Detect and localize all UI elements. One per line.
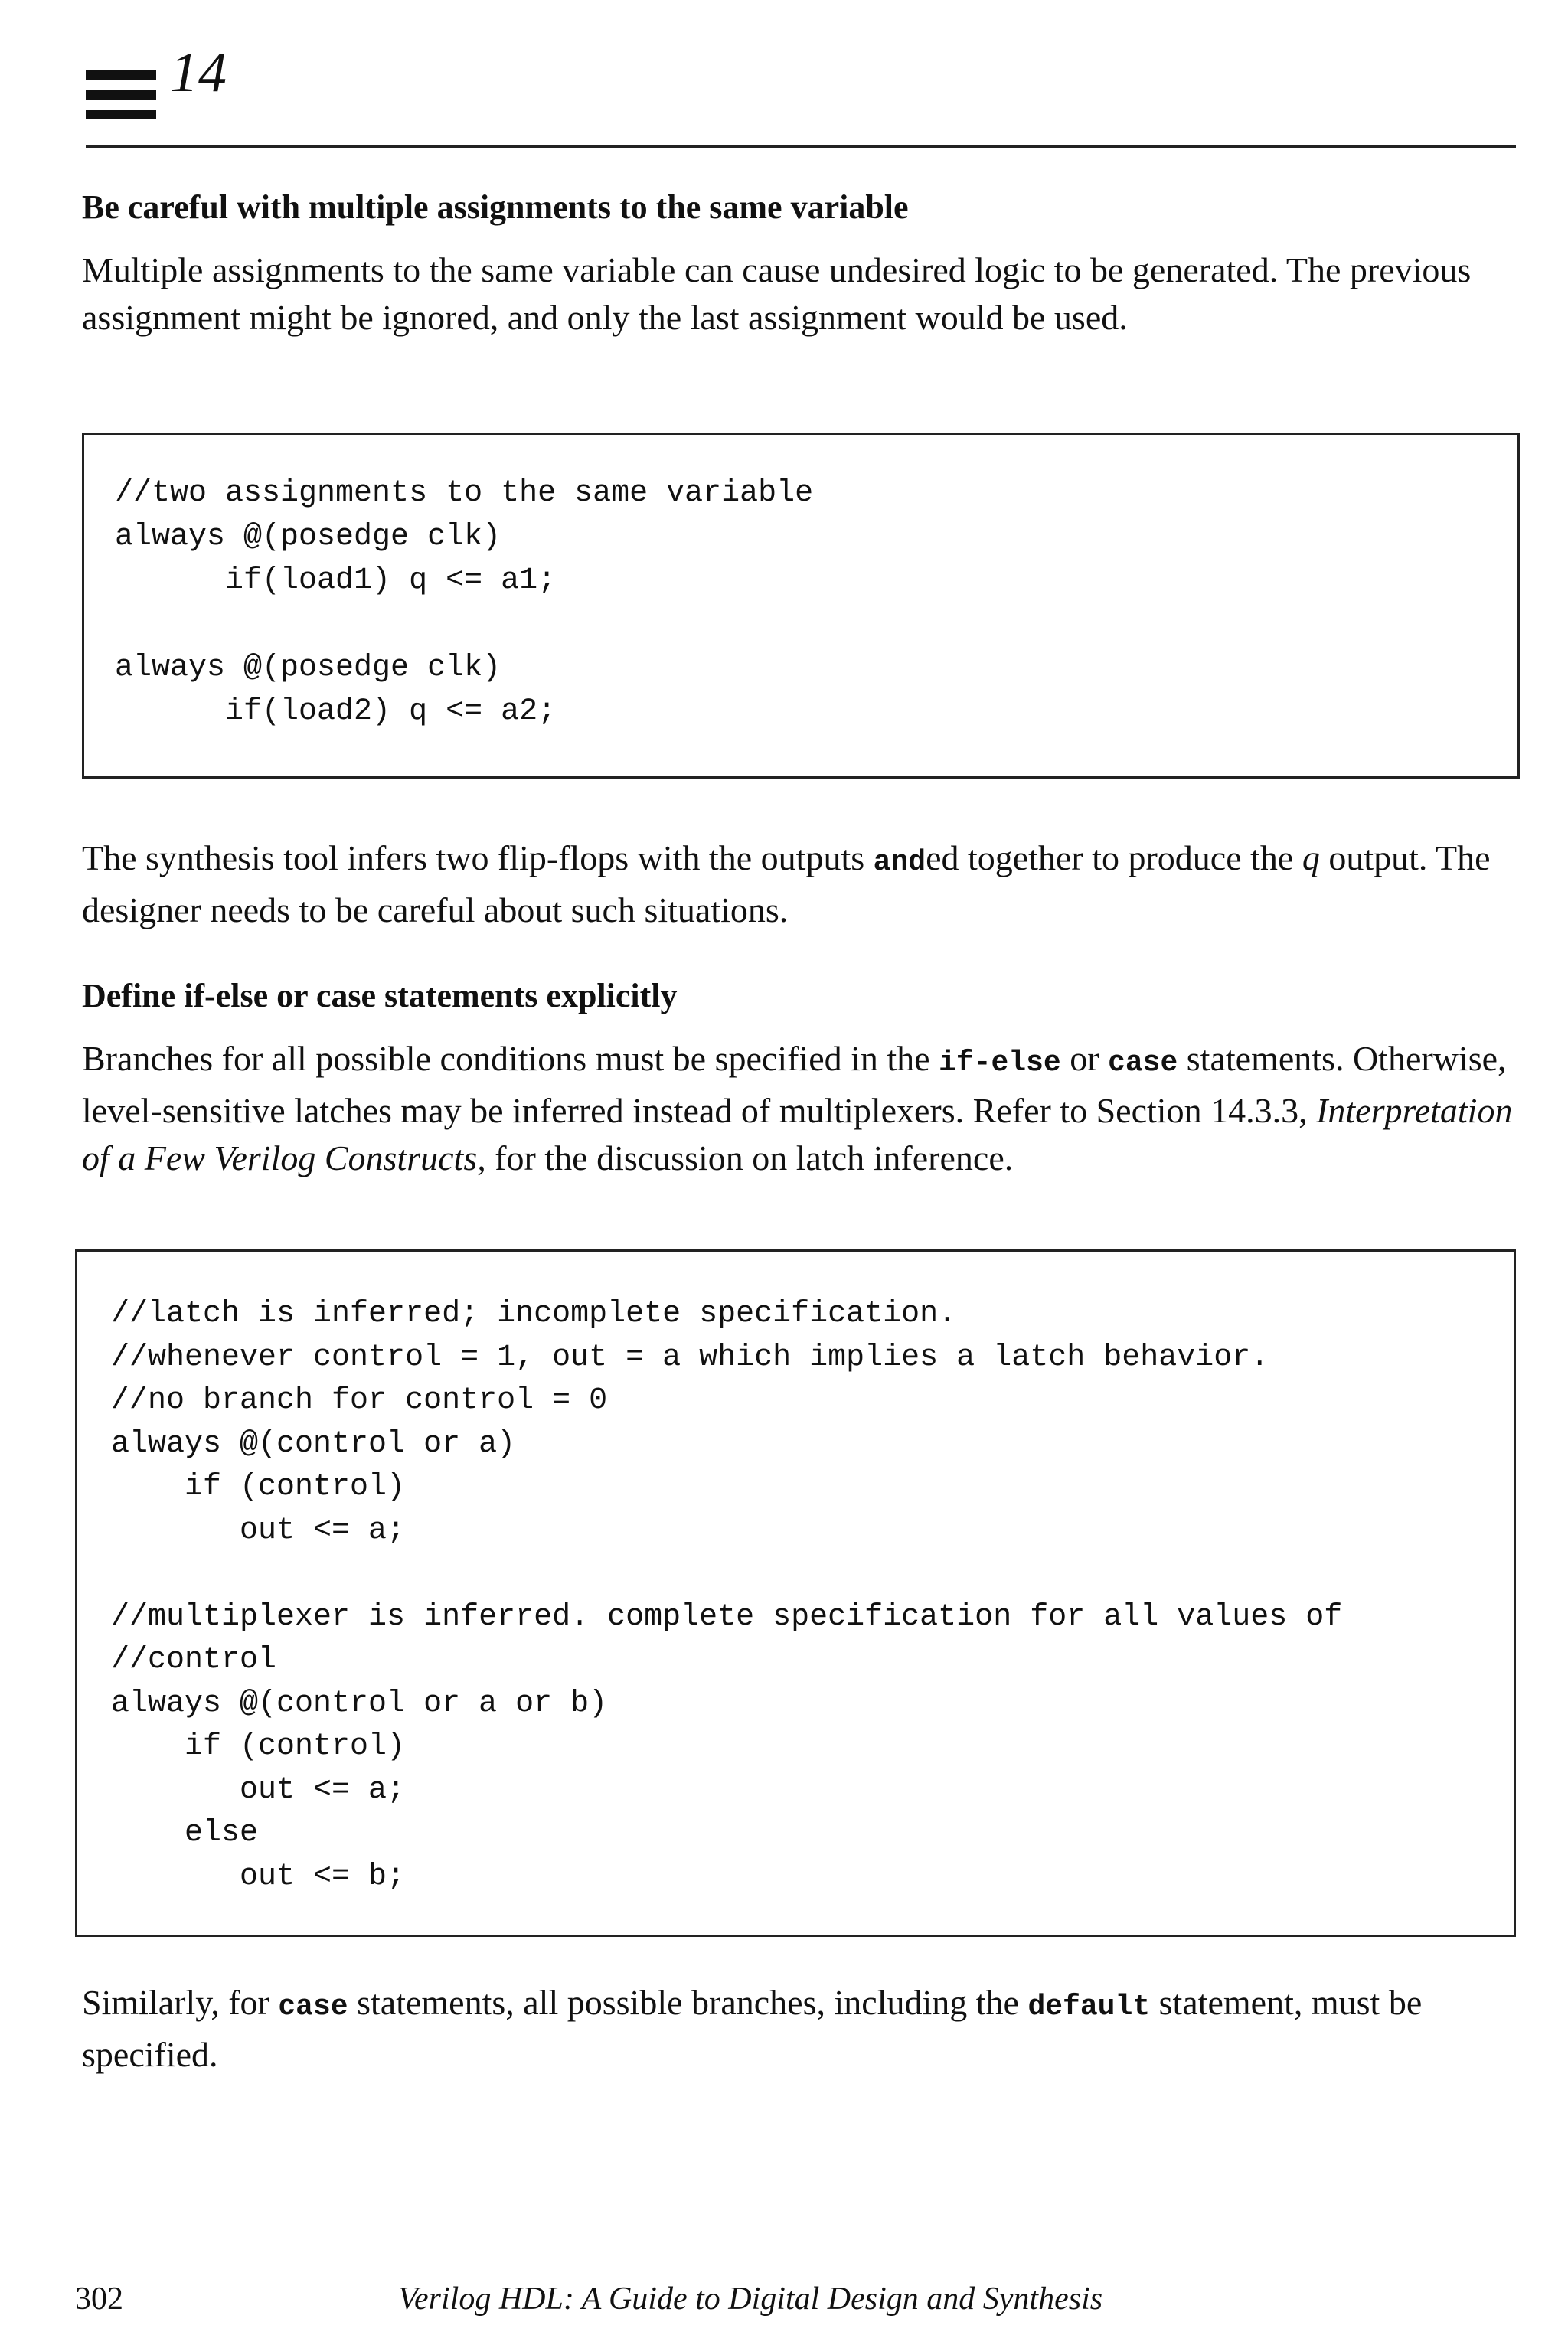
text: statement, must be specified. (82, 1983, 1423, 2074)
code-line: //whenever control = 1, out = a which implies a latch behavior. (111, 1340, 1269, 1375)
variable-q: q (1302, 838, 1320, 877)
paragraph-synthesis-infers (82, 834, 1521, 934)
text: statements, all possible branches, including the (348, 1983, 1028, 2022)
header-rule (86, 145, 1516, 148)
paragraph-similarly-case (82, 1979, 1521, 2079)
code-line: out <= b; (111, 1859, 406, 1894)
keyword-default: default (1027, 1990, 1151, 2023)
code-line: if(load2) q <= a2; (115, 694, 557, 729)
paragraph-branches (82, 1035, 1521, 1182)
section-heading-multiple-assignments: Be careful with multiple assignments to the same variable (82, 188, 909, 226)
paragraph-multiple-assignments (82, 247, 1521, 341)
code-line: //latch is inferred; incomplete specification. (111, 1297, 957, 1331)
code-line: else (111, 1816, 259, 1850)
code-line: if (control) (111, 1470, 406, 1504)
keyword-case: case (1108, 1047, 1178, 1079)
chapter-number: 14 (170, 41, 227, 104)
running-footer-title: Verilog HDL: A Guide to Digital Design and Synthesis (398, 2281, 1103, 2317)
keyword-if-else: if-else (939, 1047, 1061, 1079)
paragraph-text: Multiple assignments to the same variable can cause undesired logic to be generated. The previous assignment might be ignored, and only the last assignment would be used. (82, 250, 1472, 337)
keyword-case: case (278, 1990, 348, 2023)
code-line: //control (111, 1643, 277, 1677)
code-block-latch-vs-mux (75, 1249, 1516, 1937)
text: statements. Otherwise, level-sensitive latches may be inferred instead of multiplexers. Refer to Section 14.3.3, (82, 1039, 1507, 1130)
code-line (115, 603, 1517, 646)
section-reference-title: Interpretation of a Few Verilog Constructs, (82, 1091, 1513, 1177)
text: Branches for all possible conditions must be specified in the (82, 1039, 939, 1078)
code-line: out <= a; (111, 1513, 406, 1548)
code-block-two-assignments (82, 433, 1520, 779)
text: The synthesis tool infers two flip-flops with the outputs (82, 838, 874, 877)
chapter-bars-icon (86, 64, 156, 129)
text: output. The designer needs to be careful about such situations. (82, 838, 1491, 929)
code-line: if (control) (111, 1729, 406, 1764)
code-line (111, 1553, 1514, 1596)
keyword-and: and (873, 846, 926, 879)
code-line: always @(control or a or b) (111, 1686, 608, 1721)
code-line: //no branch for control = 0 (111, 1383, 608, 1418)
text: ed together to produce the (926, 838, 1302, 877)
code-line: always @(control or a) (111, 1426, 516, 1461)
code-listing (115, 472, 1517, 733)
text: for the discussion on latch inference. (485, 1138, 1014, 1177)
code-line: if(load1) q <= a1; (115, 563, 557, 598)
page-number: 302 (75, 2281, 123, 2317)
text: or (1060, 1039, 1109, 1078)
code-line: always @(posedge clk) (115, 651, 501, 685)
section-heading-if-else-case: Define if-else or case statements explicitly (82, 977, 678, 1014)
code-line: always @(posedge clk) (115, 520, 501, 554)
code-line: //two assignments to the same variable (115, 476, 814, 511)
code-listing (111, 1293, 1514, 1899)
code-line: out <= a; (111, 1772, 406, 1808)
text: Similarly, for (82, 1983, 279, 2022)
code-line: //multiplexer is inferred. complete specification for all values of (111, 1599, 1343, 1634)
